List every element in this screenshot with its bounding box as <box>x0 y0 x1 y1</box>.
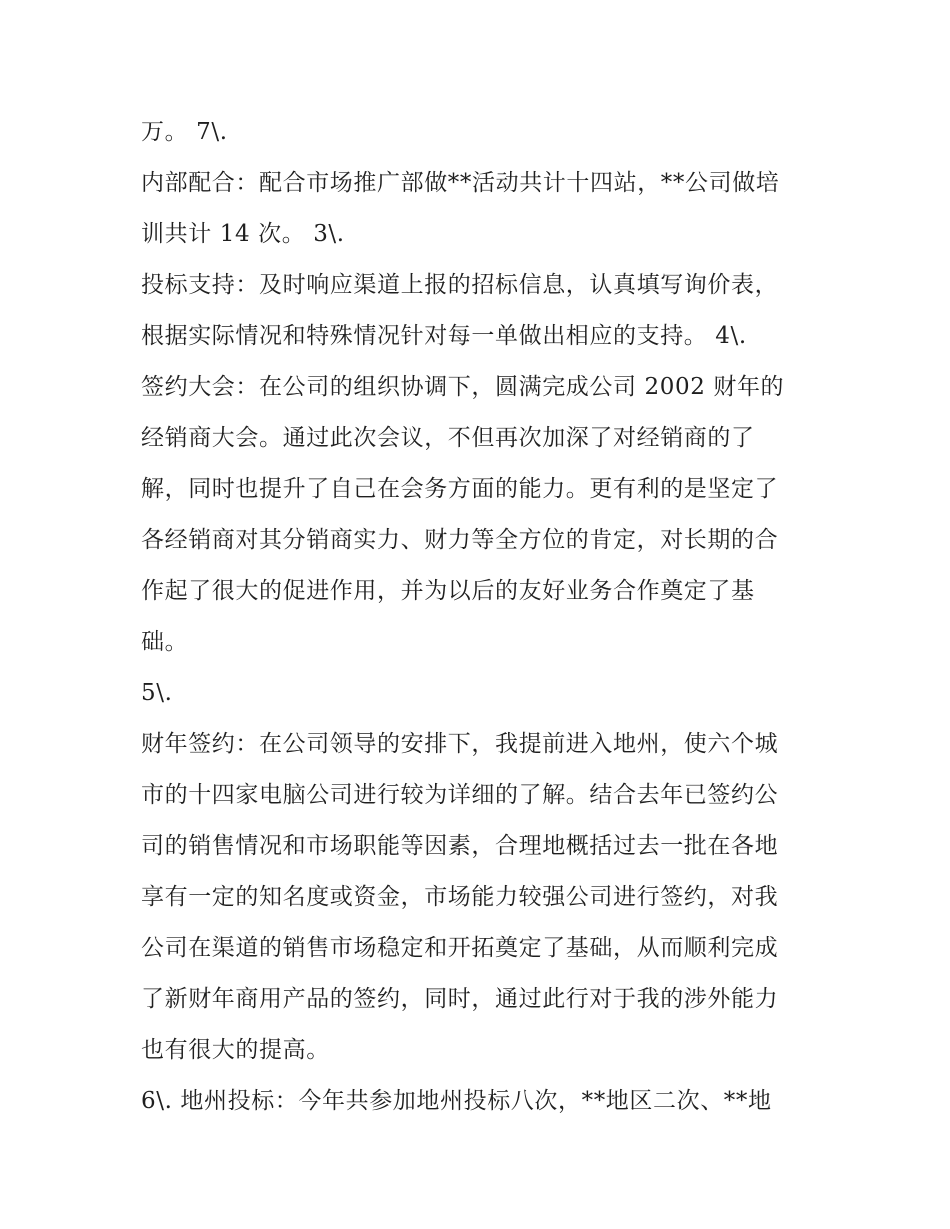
body-text <box>141 107 821 1127</box>
text-line: 也有很大的提高。 <box>141 1037 330 1063</box>
text-line: 6\. 地州投标：今年共参加地州投标八次，**地区二次、**地 <box>141 1088 772 1114</box>
text-line: 础。 <box>141 629 189 655</box>
text-line: 财年签约：在公司领导的安排下，我提前进入地州，使六个城 <box>141 731 779 757</box>
text-line: 解，同时也提升了自己在会务方面的能力。更有利的是坚定了 <box>141 476 779 502</box>
text-line: 享有一定的知名度或资金，市场能力较强公司进行签约，对我 <box>141 884 779 910</box>
text-line: 训共计 14 次。 3\. <box>141 221 345 247</box>
text-line: 各经销商对其分销商实力、财力等全方位的肯定，对长期的合 <box>141 527 779 553</box>
text-line: 5\. <box>141 680 173 706</box>
text-line: 内部配合：配合市场推广部做**活动共计十四站，**公司做培 <box>141 170 780 196</box>
text-line: 作起了很大的促进作用，并为以后的友好业务合作奠定了基 <box>141 578 755 604</box>
text-line: 经销商大会。通过此次会议，不但再次加深了对经销商的了 <box>141 425 755 451</box>
text-line: 签约大会：在公司的组织协调下，圆满完成公司 2002 财年的 <box>141 374 785 400</box>
text-line: 了新财年商用产品的签约，同时，通过此行对于我的涉外能力 <box>141 986 779 1012</box>
text-line: 司的销售情况和市场职能等因素，合理地概括过去一批在各地 <box>141 833 779 859</box>
text-line: 公司在渠道的销售市场稳定和开拓奠定了基础，从而顺利完成 <box>141 935 779 961</box>
text-line: 根据实际情况和特殊情况针对每一单做出相应的支持。 4\. <box>141 323 747 349</box>
text-line: 市的十四家电脑公司进行较为详细的了解。结合去年已签约公 <box>141 782 779 808</box>
text-line: 万。 7\. <box>141 119 228 145</box>
text-line: 投标支持：及时响应渠道上报的招标信息，认真填写询价表， <box>141 272 779 298</box>
